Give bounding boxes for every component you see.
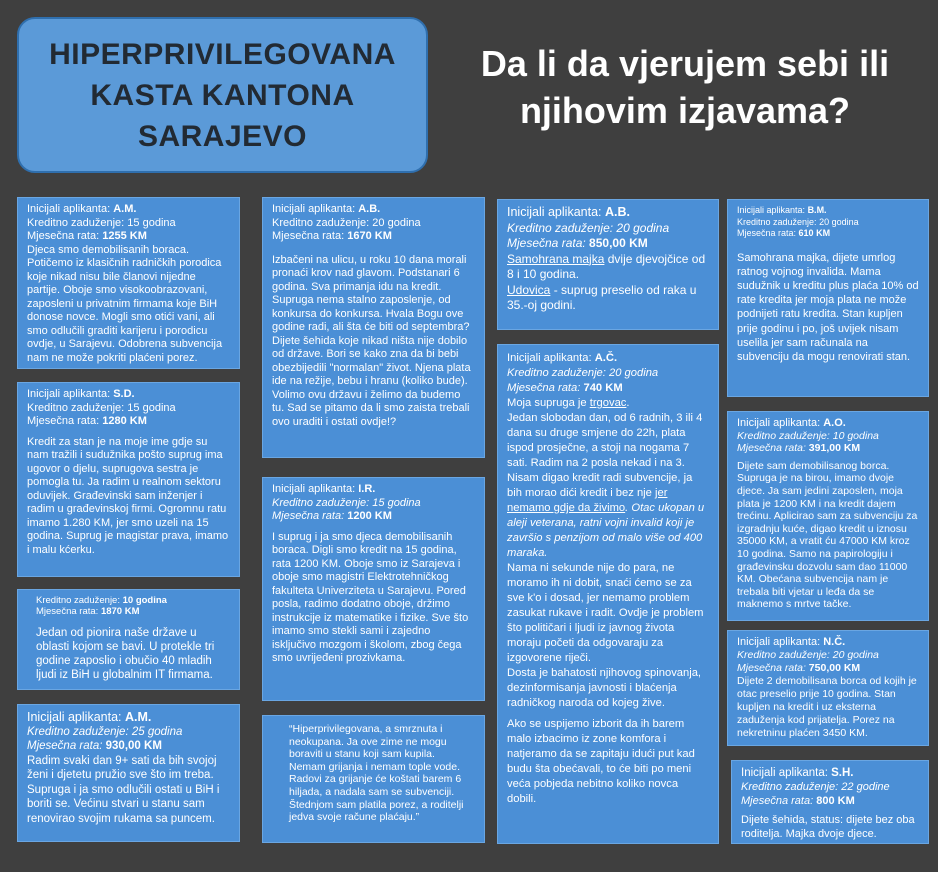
card-body: Jedan slobodan dan, od 6 radnih, 3 ili 4 dana su druge smjene do 22h, plata ispod prosječne, a stoji na nogama 7 sati. Radim na 2 posla nekad i na 3. Nisam digao kredit radi subvencije, ja bih morao dići kredit i bez nje xyxy=(507,412,703,499)
rate-label: Mjesečna rata: xyxy=(272,230,345,242)
card-body: Nama ni sekunde nije do para, ne moramo ih ni dobit, snaći ćemo se za sve k'o i dosad, jer nemamo problem zasukat rukave i radit. Ovdje je problem što političari i ljudi iz javnog života moraju početi da odgovaraju za izgovorene riječi. xyxy=(507,562,704,664)
initials-label: Inicijali aplikanta: xyxy=(737,205,806,215)
loan-value: 10 godina xyxy=(122,595,167,606)
applicant-card-sd xyxy=(17,382,240,577)
rate-value: 391,00 KM xyxy=(808,442,861,455)
rate-value: 1870 KM xyxy=(100,606,140,617)
loan-label: Kreditno zaduženje: xyxy=(36,595,120,606)
card-body: I suprug i ja smo djeca demobilisanih boraca. Digli smo kredit na 15 godina, rata 1200 KM. Oboje smo iz Sarajeva i oboje smo magistri Elektrotehničkog fakulteta Univerziteta u Sarajevu. Pored posla, radimo dodatno oboje, držimo instrukcije iz matematike i fizike. Sve što imamo smo stekli sami i zajedno isključivo mozgom i školom, zbog čega smo uvrijeđeni prozivkama. xyxy=(272,530,469,664)
quote-card xyxy=(262,715,485,843)
loan-value: 20 godina xyxy=(832,649,879,661)
applicant-card-sh xyxy=(731,760,929,844)
loan-value: 15 godina xyxy=(372,496,421,509)
card-body: Dijete šehida, status: dijete bez oba roditelja. Majka dvoje djece. xyxy=(741,814,915,840)
quote-text: “Hiperprivilegovana, a smrznuta i neokupana. Ja ove zime ne mogu boraviti u stanu koji sam kupila. Nemam grijanja i nemam tople vode. Radovi za grijanje će koštati barem 6 hiljada, a nadala sam se subvenciji. Štednjom sam platila porez, a roditelji jedva svoje račune plaćaju.” xyxy=(289,723,464,824)
rate-value: 850,00 KM xyxy=(589,236,648,250)
initials-label: Inicijali aplikanta: xyxy=(741,767,828,779)
loan-value: 15 godina xyxy=(127,401,176,414)
loan-label: Kreditno zaduženje: xyxy=(27,216,125,229)
rate-value: 610 KM xyxy=(798,228,831,238)
loan-value: 10 godina xyxy=(832,429,879,442)
applicant-card-ab-1 xyxy=(262,197,485,458)
initials-label: Inicijali aplikanta: xyxy=(272,203,356,215)
loan-value: 20 godina xyxy=(616,220,670,235)
title-line-3: SARAJEVO xyxy=(137,119,308,153)
applicant-card-it xyxy=(17,589,240,690)
initials-label: Inicijali aplikanta: xyxy=(272,483,356,495)
initials-label: Inicijali aplikanta: xyxy=(27,710,122,724)
card-body: Dijete sam demobilisanog borca. Supruga je na birou, imamo dvoje djece. Ja sam jedini zaposlen, moja plata je 1200 KM i na kredit dajem trećinu. Aplicirao sam za subvenciju za izgradnju kuće, digao kredit u iznosu 35000 KM, a vratit ću 47000 KM kroz 10 godina. Samo na papirologiju i građevinsku dozvolu sam dao 11000 KM. Obećana subvencija nam je trebala biti vjetar u leđa da se maknemo s mrtve tačke. xyxy=(737,459,918,611)
rate-label: Mjesečna rata: xyxy=(507,382,581,394)
initials-label: Inicijali aplikanta: xyxy=(27,203,111,215)
headline-line-1: Da li da vjerujem sebi ili xyxy=(480,43,890,84)
rate-label: Mjesečna rata: xyxy=(507,236,586,250)
initials-label: Inicijali aplikanta: xyxy=(507,352,592,364)
card-body: Ako se uspijemo izborit da ih barem malo izbacimo iz zone komfora i natjeramo da se zapitaju idući put kad budu šta obećavali, to će biti po meni veća pobjeda nebitno koliko novca dobili. xyxy=(507,718,695,805)
loan-label: Kreditno zaduženje: xyxy=(27,725,129,738)
initials-value: B.M. xyxy=(807,205,827,215)
rate-label: Mjesečna rata: xyxy=(272,510,345,522)
applicant-card-ir xyxy=(262,477,485,701)
loan-label: Kreditno zaduženje: xyxy=(507,367,606,379)
loan-label: Kreditno zaduženje: xyxy=(737,649,830,661)
card-body: Djeca smo demobilisanih boraca. Potičemo iz klasičnih radničkih porodica koje nikad nisu bile članovi nijedne partije. Oboje smo visokoobrazovani, zaposleni u privatnim firmama koje BiH donose novce. Mogli smo otići vani, ali smo odlučili graditi karijeru i porodicu ovdje, u Sarajevu. Odobrena subvencija nam ne može pokriti plaćeni porez. xyxy=(27,243,223,364)
loan-value: 25 godina xyxy=(131,725,183,738)
applicant-card-bm xyxy=(727,199,929,397)
rate-value: 750,00 KM xyxy=(808,662,861,674)
loan-label: Kreditno zaduženje: xyxy=(507,220,614,235)
rate-value: 1280 KM xyxy=(102,415,147,427)
headline-line-2: njihovim izjavama? xyxy=(519,90,851,131)
applicant-card-am-1 xyxy=(17,197,240,369)
rate-value: 800 KM xyxy=(816,795,855,807)
initials-value: I.R. xyxy=(358,483,376,495)
card-body: Jedan od pionira naše države u oblasti kojom se bavi. U protekle tri godine zaposlio i obučio 40 mladih ljudi iz BiH u globalnim IT firmama. xyxy=(36,627,215,681)
loan-value: 20 godina xyxy=(819,216,859,227)
initials-value: A.M. xyxy=(113,203,137,215)
loan-value: 20 godina xyxy=(372,216,421,229)
title-line-2: KASTA KANTONA xyxy=(90,78,355,112)
page-title xyxy=(43,34,403,157)
loan-label: Kreditno zaduženje: xyxy=(272,496,370,509)
initials-label: Inicijali aplikanta: xyxy=(737,636,821,648)
initials-label: Inicijali aplikanta: xyxy=(27,388,111,400)
card-body: Dosta je bahatosti njihovog spinovanja, dezinformisanja javnosti i blaćenja radničkog naroda od kojeg žive. xyxy=(507,667,702,709)
loan-label: Kreditno zaduženje: xyxy=(27,401,125,414)
initials-value: S.D. xyxy=(113,388,135,400)
loan-value: 15 godina xyxy=(127,216,176,229)
card-body-italic: . Otac ukopan u aleji veterana, ratni vojni invalid koji je završio s penzijom od malo više od 400 maraka. xyxy=(507,502,705,559)
card-body: dvije djevojčice od 8 i 10 godina. xyxy=(507,251,706,281)
initials-value: N.Č. xyxy=(823,636,846,648)
rate-value: 930,00 KM xyxy=(105,740,162,752)
title-line-1: HIPERPRIVILEGOVANA xyxy=(49,37,396,71)
loan-value: 22 godine xyxy=(841,781,890,793)
rate-label: Mjesečna rata: xyxy=(27,415,100,427)
card-body-underlined: trgovac xyxy=(589,397,627,409)
loan-value: 20 godina xyxy=(609,367,659,379)
rate-value: 1255 KM xyxy=(102,230,147,242)
rate-label: Mjesečna rata: xyxy=(737,442,806,455)
initials-value: A.Č. xyxy=(594,352,618,364)
headline xyxy=(440,40,930,134)
rate-label: Mjesečna rata: xyxy=(737,662,806,674)
card-body: Dijete 2 demobilisana borca od kojih je otac preselio prije 10 godina. Stan kupljen na kredit i uz eksterna zaduženja kod prijatelja. Porez na nekretninu plaćen 3450 KM. xyxy=(737,675,917,739)
card-body: Izbačeni na ulicu, u roku 10 dana morali pronaći krov nad glavom. Podstanari 6 godina. Sva primanja idu na kredit. Supruga nema stalno zaposlenje, od konkursa do konkursa. Hvala Bogu ove godine radi, ali šta će biti od septembra? Dijete šehida koje nikad ništa nije dobilo od države. Bori se kako zna da bi bebi obezbijedili "normalan" život. Njena plata ide na režije, bebu i hranu (koliko bude). Volimo ovu državu i želimo da budemo tu. Sad se pitamo da li smo zaista trebali ovo uraditi i ostati ovdje!? xyxy=(272,253,471,428)
rate-value: 1200 KM xyxy=(347,510,392,522)
applicant-card-nc xyxy=(727,630,929,746)
loan-label: Kreditno zaduženje: xyxy=(737,216,817,227)
rate-label: Mjesečna rata: xyxy=(27,740,103,752)
initials-value: A.B. xyxy=(604,205,630,219)
applicant-card-ao xyxy=(727,411,929,621)
card-body: Samohrana majka, dijete umrlog ratnog vojnog invalida. Mama sudužnik u kreditu plus plaća 10% od rate kredita jer moja plata ne može podnijeti ratu kredita. Stan kupljen prije godinu i po, još uvijek nisam uselila jer sam računala na subvenciju da mogu renovirati stan. xyxy=(737,251,919,363)
card-body: - suprug preselio od raka u 35.-oj godini. xyxy=(507,282,697,312)
initials-value: S.H. xyxy=(831,767,854,779)
rate-value: 740 KM xyxy=(583,382,623,394)
initials-value: A.M. xyxy=(124,710,152,724)
loan-label: Kreditno zaduženje: xyxy=(737,429,830,442)
loan-label: Kreditno zaduženje: xyxy=(272,216,370,229)
initials-value: A.O. xyxy=(823,417,846,429)
card-body: Kredit za stan je na moje ime gdje su nam tražili i sudužnika pošto suprug ima ugovor o djelu, suprugova sestra je pomogla tu. Ja radim u realnom sektoru oduvijek. Građevinski sam inženjer i radim u građevinskoj firmi. Ogromnu ratu imamo 1.280 KM, jer smo uzeli na 15 godina. Suprug je magistar prava, imamo i malu kćerku. xyxy=(27,435,229,556)
card-body-underlined: Samohrana majka xyxy=(507,251,605,266)
card-body-underlined: Udovica xyxy=(507,282,551,297)
applicant-card-ac xyxy=(497,344,719,844)
loan-label: Kreditno zaduženje: xyxy=(741,781,839,793)
rate-label: Mjesečna rata: xyxy=(36,606,99,617)
card-body: Radim svaki dan 9+ sati da bih svojoj ženi i djetetu pružio sve što im treba. Supruga i ja smo odlučili ostati u BiH i boriti se. Većinu stvari u stanu sam renovirao svojim rukama sa puncem. xyxy=(27,754,220,825)
card-body: . xyxy=(626,397,630,409)
initials-label: Inicijali aplikanta: xyxy=(737,417,821,429)
rate-label: Mjesečna rata: xyxy=(27,230,100,242)
applicant-card-am-2 xyxy=(17,704,240,842)
rate-label: Mjesečna rata: xyxy=(737,228,797,238)
initials-label: Inicijali aplikanta: xyxy=(507,205,602,219)
card-body: Moja supruga je xyxy=(507,397,590,409)
title-box xyxy=(17,17,428,173)
rate-value: 1670 KM xyxy=(347,230,392,242)
initials-value: A.B. xyxy=(358,203,381,215)
applicant-card-ab-2 xyxy=(497,199,719,330)
rate-label: Mjesečna rata: xyxy=(741,795,814,807)
card-body-underlined: jer nemamo gdje da živimo xyxy=(507,487,668,514)
